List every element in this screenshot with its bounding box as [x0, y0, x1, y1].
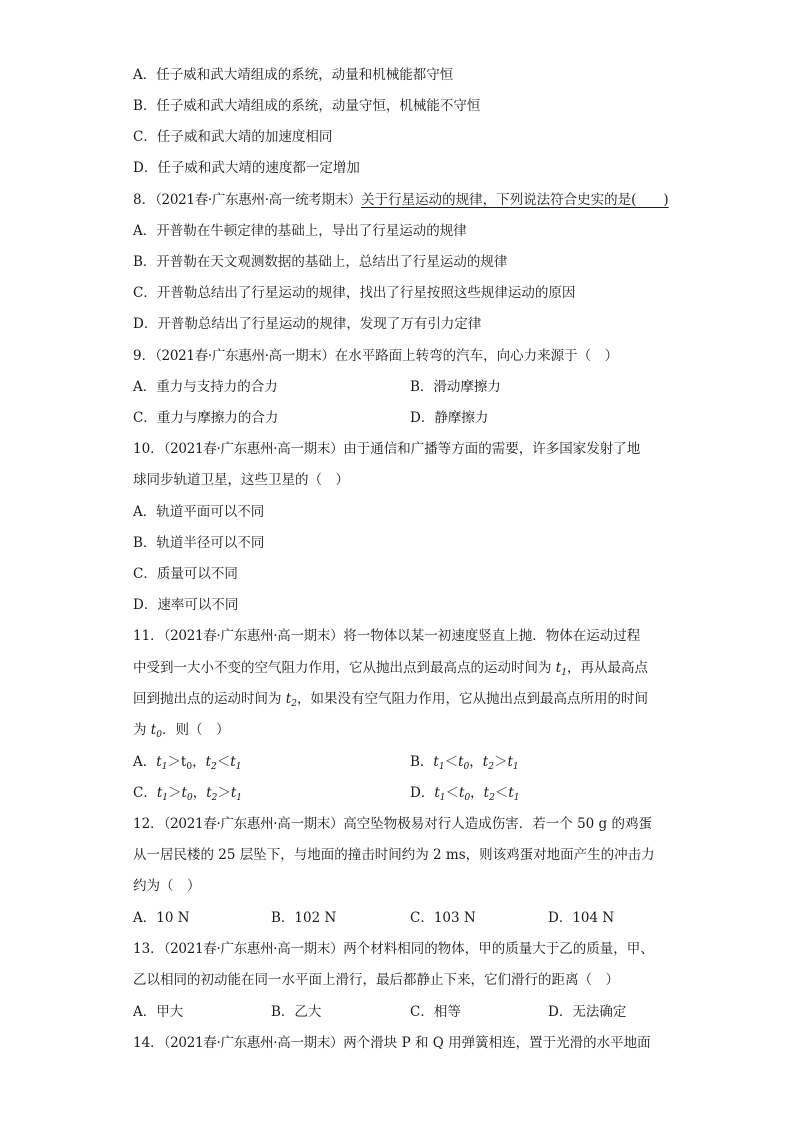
q11-stem-text3a: 回到抛出点的运动时间为 — [133, 691, 286, 707]
q11-a-t1b — [230, 754, 241, 770]
q12-number: 12． — [133, 816, 164, 832]
q8-option-c: C．开普勒总结出了行星运动的规律，找出了行星按照这些规律运动的原因 — [133, 285, 576, 301]
q13-source: （2021春·广东惠州·高一期末） — [163, 941, 344, 957]
q9-stem — [133, 347, 618, 365]
q11-var-t: t — [230, 754, 236, 770]
q12-stem-line3: 约为（ ） — [133, 878, 201, 894]
q13-option-c: C．相等 — [410, 1004, 461, 1020]
q11-a-t0-plain: t — [180, 754, 187, 770]
q12-option-c: C．103 N — [410, 910, 476, 926]
q14-stem-line1 — [133, 1034, 651, 1052]
q11-sub-0: 0 — [186, 793, 193, 803]
q11-d-t2 — [484, 785, 495, 801]
q11-gt: ＞ — [493, 754, 508, 770]
q10-option-d: D．速率可以不同 — [133, 597, 239, 613]
q11-b-t1b — [507, 754, 518, 770]
q8-option-a: A．开普勒在牛顿定律的基础上，导出了行星运动的规律 — [133, 223, 467, 239]
q11-var-t: t — [434, 785, 440, 801]
q11-c-t0 — [182, 785, 193, 801]
q11-d-t1b — [508, 785, 519, 801]
q11-a-t2 — [206, 754, 217, 770]
q13-stem-text1: 两个材料相同的物体，甲的质量大于乙的质量，甲、 — [343, 941, 654, 957]
q12-stem-line1 — [133, 815, 652, 833]
q13-stem-line1 — [133, 940, 654, 958]
q11-stem-line3 — [133, 690, 648, 708]
q11-a-label: A． — [133, 754, 157, 770]
q11-stem-text1: 将一物体以某一初速度竖直上抛．物体在运动过程 — [343, 628, 641, 644]
q14-stem-text1: 两个滑块 P 和 Q 用弹簧相连，置于光滑的水平地面 — [343, 1035, 651, 1051]
q11-var-t: t — [230, 785, 237, 801]
q11-option-c — [133, 784, 242, 802]
q11-gt: ＞ — [168, 785, 182, 801]
q11-sub-1: 1 — [512, 762, 519, 772]
q10-option-a: A．轨道平面可以不同 — [133, 504, 265, 520]
q8-stem-text: 关于行星运动的规律，下列说法符合史实的是( ) — [361, 192, 669, 208]
q11-var-t2 — [286, 691, 297, 707]
q11-c-t1b — [231, 785, 242, 801]
q11-stem-text3b: ，如果没有空气阻力作用，它从抛出点到最高点所用的时间 — [296, 691, 648, 707]
q11-option-d — [410, 784, 520, 802]
q11-source: （2021春·广东惠州·高一期末） — [163, 628, 344, 644]
q11-sub-1: 1 — [439, 793, 446, 803]
q11-sub-1: 1 — [513, 793, 520, 803]
q10-stem-line1 — [133, 440, 640, 458]
q12-option-d: D．104 N — [548, 910, 615, 926]
q11-gt: ＞ — [167, 754, 181, 770]
q13-stem-line2: 乙以相同的初动能在同一水平面上滑行，最后都静止下来，它们滑行的距离（ ） — [133, 972, 619, 988]
q11-sub-1: 1 — [161, 762, 168, 772]
q11-var-t: t — [181, 785, 187, 801]
q11-d-t1 — [434, 785, 445, 801]
q11-sub-2: 2 — [211, 762, 217, 772]
q11-var-t: t — [150, 722, 157, 738]
q11-sub-0: 0 — [156, 730, 162, 740]
q11-sub-2: 2 — [489, 793, 495, 803]
q13-number: 13． — [133, 941, 164, 957]
q11-sep: ， — [192, 785, 207, 801]
q11-a-sub0: 0 — [186, 762, 193, 772]
q11-var-t0 — [151, 722, 162, 738]
q9-stem-text: 在水平路面上转弯的汽车，向心力来源于（ ） — [334, 348, 619, 364]
q13-option-b: B．乙大 — [271, 1004, 322, 1020]
q11-sub-2: 2 — [291, 699, 297, 709]
q7-option-c: C．任子威和武大靖的加速度相同 — [133, 129, 333, 145]
q8-stem — [133, 191, 669, 209]
q14-source: （2021春·广东惠州·高一期末） — [163, 1035, 344, 1051]
q11-b-t2 — [483, 754, 494, 770]
q11-c-t1 — [157, 785, 168, 801]
q11-var-t: t — [555, 660, 562, 676]
q11-stem-text4a: 为 — [133, 722, 151, 738]
q10-option-b: B．轨道半径可以不同 — [133, 535, 265, 551]
q11-sub-1: 1 — [235, 762, 242, 772]
q7-option-b: B．任子威和武大靖组成的系统，动量守恒，机械能不守恒 — [133, 98, 481, 114]
q11-stem-line4 — [133, 721, 229, 739]
q11-a-t1 — [156, 754, 167, 770]
q9-source: （2021春·广东惠州·高一期末） — [155, 348, 335, 364]
q12-option-a: A．10 N — [133, 910, 190, 926]
q7-option-d: D．任子威和武大靖的速度都一定增加 — [133, 160, 360, 176]
q9-option-c: C．重力与摩擦力的合力 — [133, 410, 279, 426]
q13-option-a: A．甲大 — [133, 1004, 184, 1020]
q11-b-t1 — [433, 754, 444, 770]
q11-var-t: t — [459, 785, 465, 801]
q7-option-a: A．任子威和武大靖组成的系统，动量和机械能都守恒 — [133, 67, 454, 83]
q11-var-t: t — [205, 754, 212, 770]
q11-stem-line1 — [133, 627, 640, 645]
q11-sub-1: 1 — [162, 793, 169, 803]
q10-stem-text1: 由于通信和广播等方面的需要，许多国家发射了地 — [343, 441, 641, 457]
q14-number: 14． — [133, 1035, 164, 1051]
q11-d-label: D． — [410, 785, 435, 801]
q11-stem-text2b: ，再从最高点 — [566, 660, 648, 676]
q11-var-t: t — [156, 785, 163, 801]
q11-lt: ＜ — [444, 754, 459, 770]
q10-source: （2021春·广东惠州·高一期末） — [163, 441, 344, 457]
q13-option-d: D．无法确定 — [548, 1004, 627, 1020]
q11-stem-text4b: ．则（ ） — [161, 722, 230, 738]
q9-number: 9． — [133, 348, 156, 364]
q9-option-b: B．滑动摩擦力 — [410, 379, 501, 395]
q11-sub-0: 0 — [464, 793, 471, 803]
q11-var-t1 — [556, 660, 567, 676]
q11-b-t0 — [458, 754, 469, 770]
q12-stem-text1: 高空坠物极易对行人造成伤害．若一个 50 g 的鸡蛋 — [343, 816, 652, 832]
q10-stem-line2: 球同步轨道卫星，这些卫星的（ ） — [133, 472, 349, 488]
q11-lt: ＜ — [494, 785, 509, 801]
q11-var-t: t — [508, 785, 514, 801]
q8-option-d: D．开普勒总结出了行星运动的规律，发现了万有引力定律 — [133, 316, 482, 332]
q11-var-t: t — [285, 691, 292, 707]
q11-c-t2 — [206, 785, 217, 801]
q11-sub-1: 1 — [236, 793, 243, 803]
q11-var-t: t — [482, 754, 489, 770]
q11-stem-text2a: 中受到一大小不变的空气阻力作用，它从抛出点到最高点的运动时间为 — [133, 660, 556, 676]
q12-option-b: B．102 N — [271, 910, 337, 926]
q11-lt: ＜ — [216, 754, 231, 770]
q11-c-label: C． — [133, 785, 157, 801]
q11-var-t: t — [458, 754, 464, 770]
q11-sub-0: 0 — [463, 762, 470, 772]
q11-var-t: t — [206, 785, 212, 801]
q11-sep: ， — [192, 754, 206, 770]
q10-option-c: C．质量可以不同 — [133, 566, 238, 582]
q11-number: 11． — [133, 628, 164, 644]
q11-var-t: t — [483, 785, 490, 801]
q11-option-b — [410, 753, 519, 771]
q12-source: （2021春·广东惠州·高一期末） — [163, 816, 344, 832]
q11-var-t: t — [507, 754, 513, 770]
q11-stem-line2 — [133, 659, 648, 677]
q11-sub-1: 1 — [561, 668, 567, 678]
q8-number: 8． — [133, 192, 156, 208]
q11-gt: ＞ — [217, 785, 231, 801]
q12-stem-line2: 从一居民楼的 25 层坠下，与地面的撞击时间约为 2 ms，则该鸡蛋对地面产生的冲击力 — [133, 847, 655, 863]
q11-sep: ， — [469, 754, 483, 770]
q11-lt: ＜ — [445, 785, 459, 801]
q11-sub-2: 2 — [211, 793, 218, 803]
q9-option-a: A．重力与支持力的合力 — [133, 379, 278, 395]
q11-b-label: B． — [410, 754, 434, 770]
q10-number: 10． — [133, 441, 164, 457]
q11-d-t0 — [459, 785, 470, 801]
q11-sub-2: 2 — [488, 762, 494, 772]
q8-source: （2021春·广东惠州·高一统考期末） — [155, 192, 362, 208]
q11-var-t: t — [433, 754, 439, 770]
q11-sep: ， — [470, 785, 484, 801]
q9-option-d: D．静摩擦力 — [410, 410, 489, 426]
q11-option-a — [133, 753, 241, 771]
q11-sub-1: 1 — [438, 762, 445, 772]
q8-option-b: B．开普勒在天文观测数据的基础上，总结出了行星运动的规律 — [133, 254, 508, 270]
q11-var-t: t — [156, 754, 162, 770]
